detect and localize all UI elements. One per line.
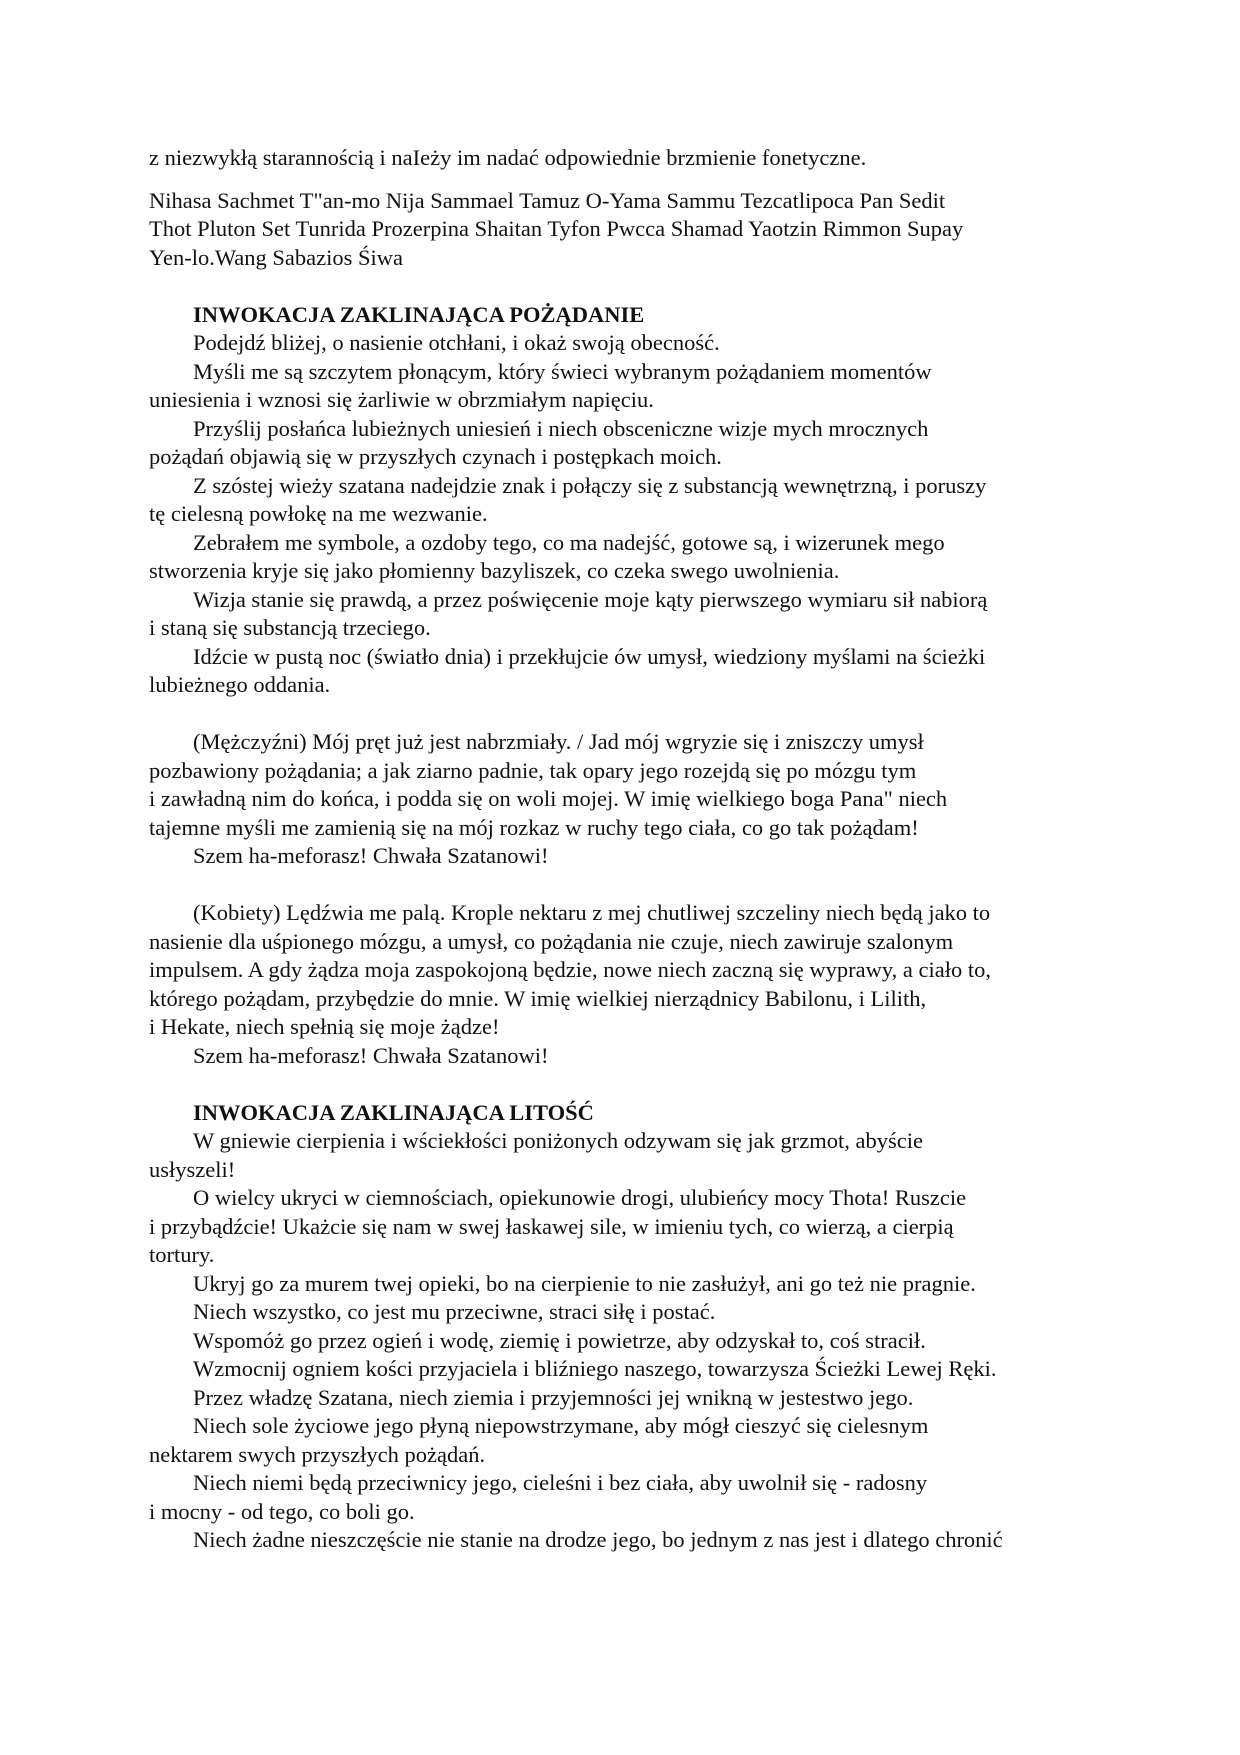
text-line: którego pożądam, przybędzie do mnie. W imię wielkiej nierządnicy Babilonu, i Lilith, xyxy=(149,985,927,1011)
text-line: tę cielesną powłokę na me wezwanie. xyxy=(149,501,488,526)
section-desire xyxy=(149,301,1089,700)
names-paragraph xyxy=(149,187,1089,273)
section-women xyxy=(149,899,1089,1070)
text-line: nektarem swych przyszłych pożądań. xyxy=(149,1441,486,1467)
text-line: (Kobiety) Lędźwia me palą. Krople nektaru z mej chutliwej szczeliny niech będą jako to xyxy=(193,900,991,925)
names-line: Nihasa Sachmet T"an-mo Nija Sammael Tamuz O-Yama Sammu Tezcatlipoca Pan Sedit xyxy=(149,187,946,213)
section-heading: INWOKACJA ZAKLINAJĄCA POŻĄDANIE xyxy=(193,301,645,327)
text-line: pozbawiony pożądania; a jak ziarno padnie, tak opary jego rozejdą się po mózgu tym xyxy=(149,757,917,783)
names-line: Thot Pluton Set Tunrida Prozerpina Shaitan Tyfon Pwcca Shamad Yaotzin Rimmon Supay xyxy=(149,216,964,241)
spacer xyxy=(149,871,1089,900)
text-line: Ukryj go za murem twej opieki, bo na cierpienie to nie zasłużył, ani go też nie pragnie. xyxy=(193,1270,976,1296)
text-line: Niech żadne nieszczęście nie stanie na drodze jego, bo jednym z nas jest i dlatego chronić xyxy=(193,1527,1003,1552)
text-line: Szem ha-meforasz! Chwała Szatanowi! xyxy=(193,843,549,868)
text-line: pożądań objawią się w przyszłych czynach i postępkach moich. xyxy=(149,444,722,469)
text-line: i zawładną nim do końca, i podda się on woli mojej. W imię wielkiego boga Pana" niech xyxy=(149,786,948,811)
text-line: Przez władzę Szatana, niech ziemia i przyjemności jej wnikną w jestestwo jego. xyxy=(193,1384,914,1410)
section-body xyxy=(149,1127,1089,1555)
section-men xyxy=(149,728,1089,871)
text-line: (Mężczyźni) Mój pręt już jest nabrzmiały. / Jad mój wgryzie się i zniszczy umysł xyxy=(193,729,924,754)
text-line: Niech niemi będą przeciwnicy jego, cieleśni i bez ciała, aby uwolnił się - radosny xyxy=(193,1470,928,1495)
spacer xyxy=(149,700,1089,729)
text-line: O wielcy ukryci w ciemnościach, opiekunowie drogi, ulubieńcy mocy Thota! Ruszcie xyxy=(193,1185,967,1210)
document-page xyxy=(149,144,1089,1555)
intro-line: z niezwykłą starannością i naIeży im nadać odpowiednie brzmienie fonetyczne. xyxy=(149,145,867,170)
spacer xyxy=(149,272,1089,301)
section-mercy xyxy=(149,1099,1089,1555)
text-line: Przyślij posłańca lubieżnych uniesień i niech obsceniczne wizje mych mrocznych xyxy=(193,415,929,441)
spacer xyxy=(149,173,1089,187)
text-line: nasienie dla uśpionego mózgu, a umysł, co pożądania nie czuje, niech zawiruje szalonym xyxy=(149,928,954,954)
text-line: W gniewie cierpienia i wściekłości poniżonych odzywam się jak grzmot, abyście xyxy=(193,1128,923,1153)
text-line: Niech wszystko, co jest mu przeciwne, straci siłę i postać. xyxy=(193,1299,716,1324)
text-line: Zebrałem me symbole, a ozdoby tego, co ma nadejść, gotowe są, i wizerunek mego xyxy=(193,529,945,555)
text-line: uniesienia i wznosi się żarliwie w obrzmiałym napięciu. xyxy=(149,387,654,412)
text-line: i Hekate, niech spełnią się moje żądze! xyxy=(149,1014,500,1039)
text-line: stworzenia kryje się jako płomienny bazyliszek, co czeka swego uwolnienia. xyxy=(149,558,840,583)
text-line: Wspomóż go przez ogień i wodę, ziemię i powietrze, aby odzyskał to, coś stracił. xyxy=(193,1327,926,1353)
text-line: usłyszeli! xyxy=(149,1156,236,1182)
text-line: Myśli me są szczytem płonącym, który świeci wybranym pożądaniem momentów xyxy=(193,358,932,384)
text-line: Szem ha-meforasz! Chwała Szatanowi! xyxy=(193,1042,549,1068)
text-line: Wzmocnij ogniem kości przyjaciela i bliźniego naszego, towarzysza Ścieżki Lewej Ręki. xyxy=(193,1356,997,1381)
text-line: Z szóstej wieży szatana nadejdzie znak i połączy się z substancją wewnętrzną, i poruszy xyxy=(193,472,987,498)
spacer xyxy=(149,1070,1089,1099)
text-line: i staną się substancją trzeciego. xyxy=(149,615,431,640)
text-line: Podejdź bliżej, o nasienie otchłani, i okaż swoją obecność. xyxy=(193,330,720,355)
section-body xyxy=(149,329,1089,700)
text-line: impulsem. A gdy żądza moja zaspokojoną będzie, nowe niech zaczną się wyprawy, a ciało to, xyxy=(149,957,991,982)
section-heading: INWOKACJA ZAKLINAJĄCA LITOŚĆ xyxy=(193,1099,594,1125)
text-line: i przybądźcie! Ukażcie się nam w swej łaskawej sile, w imieniu tych, co wierzą, a cierpią xyxy=(149,1213,954,1239)
text-line: i mocny - od tego, co boli go. xyxy=(149,1498,415,1524)
text-line: Wizja stanie się prawdą, a przez poświęcenie moje kąty pierwszego wymiaru sił nabiorą xyxy=(193,586,988,612)
names-line: Yen-lo.Wang Sabazios Śiwa xyxy=(149,244,404,270)
text-line: tajemne myśli me zamienią się na mój rozkaz w ruchy tego ciała, co go tak pożądam! xyxy=(149,814,919,840)
text-line: tortury. xyxy=(149,1242,215,1267)
text-line: lubieżnego oddania. xyxy=(149,672,331,697)
text-line: Niech sole życiowe jego płyną niepowstrzymane, aby mógł cieszyć się cielesnym xyxy=(193,1413,929,1438)
text-line: Idźcie w pustą noc (światło dnia) i przekłujcie ów umysł, wiedziony myślami na ścieżki xyxy=(193,643,986,669)
